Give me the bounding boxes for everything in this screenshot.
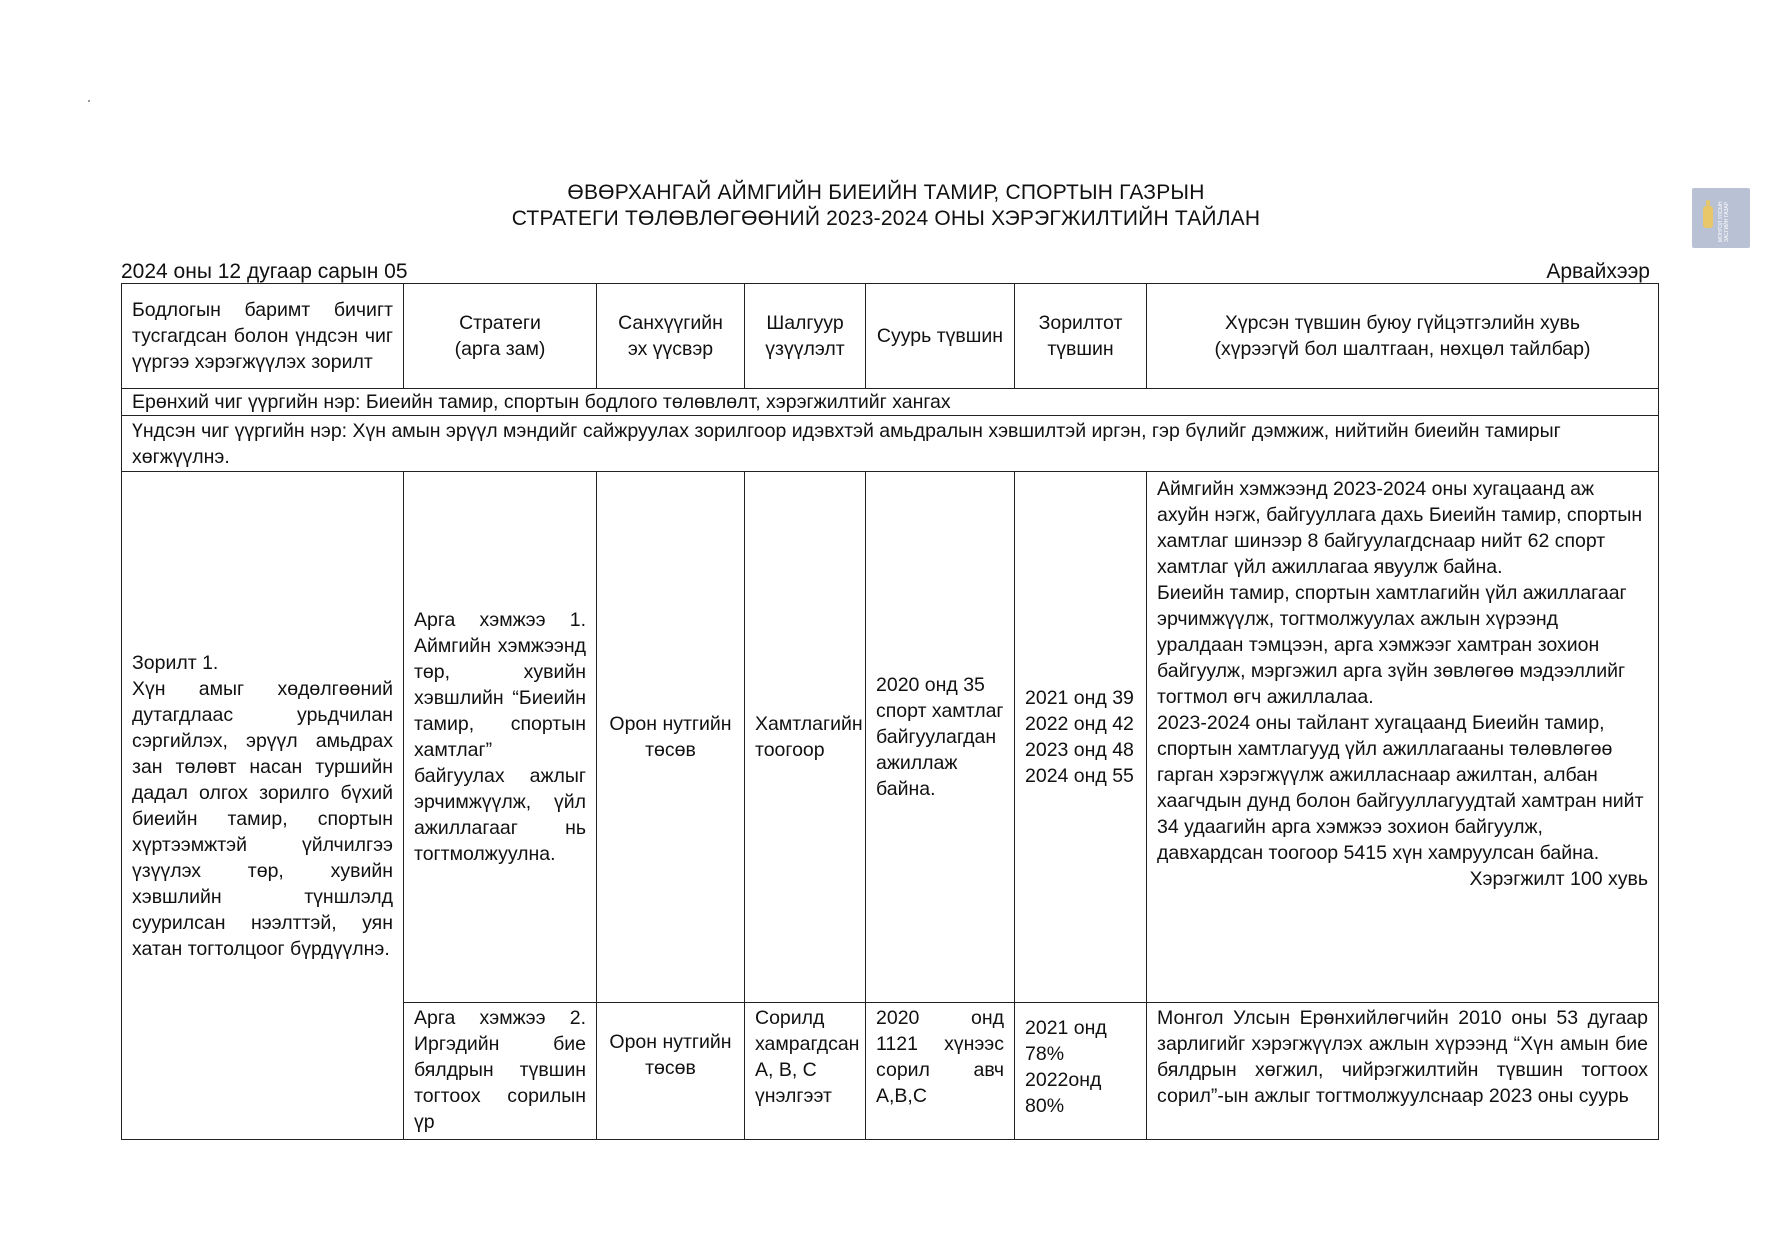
indicator-cell: Сорилд хамрагдсан А, В, С үнэлгээт [745, 1003, 866, 1140]
general-function: Ерөнхий чиг үүргийн нэр: Биеийн тамир, спортын бодлого төлөвлөлт, хэрэгжилтийг хангах [122, 389, 1659, 416]
objective-text: Зорилт 1. Хүн амыг хөдөлгөөний дутагдлаас урьдчилан сэргийлэх, эрүүл амьдрах зан төлөвт насан туршийн дадал олгох зорилго бүхий биеийн тамир, спортын хүртээмжтэй үйлчилгээ үзүүлэх төр, хувийн хэвшлийн түншлэлд суурилсан нээлттэй, уян хатан тогтолцоог бүрдүүлнэ. [122, 472, 404, 1140]
main-function-row [122, 416, 1659, 472]
table-row [122, 472, 1659, 1003]
header-strategy: Стратеги (арга зам) [404, 284, 597, 389]
header-indicator: Шалгуур үзүүлэлт [745, 284, 866, 389]
indicator-cell: Хамтлагийн тоогоор [745, 472, 866, 1003]
baseline-cell: 2020 онд 35 спорт хамтлаг байгуулагдан ажиллаж байна. [866, 472, 1015, 1003]
header-target: Зорилтот түвшин [1015, 284, 1147, 389]
progress-cell [1147, 472, 1659, 1003]
header-funding: Санхүүгийн эх үүсвэр [597, 284, 745, 389]
target-cell: 2021 онд 78% 2022онд 80% [1015, 1003, 1147, 1140]
header-baseline: Суурь түвшин [866, 284, 1015, 389]
strategy-cell: Арга хэмжээ 2. Иргэдийн бие бялдрын түвшин тогтоох сорилын үр [404, 1003, 597, 1140]
target-cell: 2021 онд 39 2022 онд 42 2023 онд 48 2024 онд 55 [1015, 472, 1147, 1003]
table-header-row [122, 284, 1659, 389]
report-table [121, 283, 1659, 1140]
funding-cell: Орон нутгийн төсөв [597, 472, 745, 1003]
result-text: Хэрэгжилт 100 хувь [1469, 868, 1648, 890]
header-goal: Бодлогын баримт бичигт тусгагдсан болон үндсэн чиг үүргээ хэрэгжүүлэх зорилт [122, 284, 404, 389]
report-title-line-2: СТРАТЕГИ ТӨЛӨВЛӨГӨӨНИЙ 2023-2024 ОНЫ ХЭРЭГЖИЛТИЙН ТАЙЛАН [511, 207, 1261, 230]
progress-text: Аймгийн хэмжээнд 2023-2024 оны хугацаанд аж ахуйн нэгж, байгууллага дахь Биеийн тамир, спортын хамтлаг шинээр 8 байгуулагдснаар нийт 62 спорт хамтлаг үйл ажиллагаа явуулж байна. Биеийн тамир, спортын хамтлагийн үйл ажиллагааг эрчимжүүлж, тогтмолжуулах ажлын хүрээнд уралдаан тэмцээн, арга хэмжээг хамтран зохион байгуулж, мэргэжил арга зүйн зөвлөгөө мэдээллийг тогтмол өгч ажиллалаа. 2023-2024 оны тайлант хугацаанд Биеийн тамир, спортын хамтлагууд үйл ажиллагааны төлөвлөгөө гарган хэрэгжүүлж ажилласнаар ажилтан, албан хаагчдын дунд болон байгууллагуудтай хамтран нийт 34 удаагийн арга хэмжээ зохион байгуулж, давхардсан тоогоор 5415 хүн хамруулсан байна. [1157, 478, 1644, 864]
header-progress: Хүрсэн түвшин буюу гүйцэтгэлийн хувь (хүрээгүй бол шалтгаан, нөхцөл тайлбар) [1147, 284, 1659, 389]
progress-cell: Монгол Улсын Ерөнхийлөгчийн 2010 оны 53 дугаар зарлигийг хэрэгжүүлэх ажлын хүрээнд “Хүн амын бие бялдрын хөгжил, чийрэгжилтийн түвшин тогтоох сорил”-ын ажлыг тогтмолжуулснаар 2023 оны суурь [1147, 1003, 1659, 1140]
main-function: Үндсэн чиг үүргийн нэр: Хүн амын эрүүл мэндийг сайжруулах зорилгоор идэвхтэй амьдралын хэвшилтэй иргэн, гэр бүлийг дэмжиж, нийтийн биеийн тамирыг хөгжүүлнэ. [122, 416, 1659, 472]
scan-speck [88, 100, 90, 102]
strategy-cell: Арга хэмжээ 1. Аймгийн хэмжээнд төр, хувийн хэвшлийн “Биеийн тамир, спортын хамтлаг” байгуулах ажлыг эрчимжүүлж, үйл ажиллагааг нь тогтмолжуулна. [404, 472, 597, 1003]
stamp-logo-icon: МОНГОЛ УЛСЫН ЗАСГИЙН ГАЗАР [1692, 188, 1750, 248]
report-date: 2024 оны 12 дугаар сарын 05 [121, 260, 408, 283]
general-function-row [122, 389, 1659, 416]
report-title-line-1: ӨВӨРХАНГАЙ АЙМГИЙН БИЕИЙН ТАМИР, СПОРТЫН ГАЗРЫН [567, 181, 1205, 204]
baseline-cell: 2020 онд 1121 хүнээс сорил авч А,В,С [866, 1003, 1015, 1140]
report-place: Арвайхээр [1546, 260, 1650, 283]
funding-cell: Орон нутгийн төсөв [597, 1003, 745, 1140]
